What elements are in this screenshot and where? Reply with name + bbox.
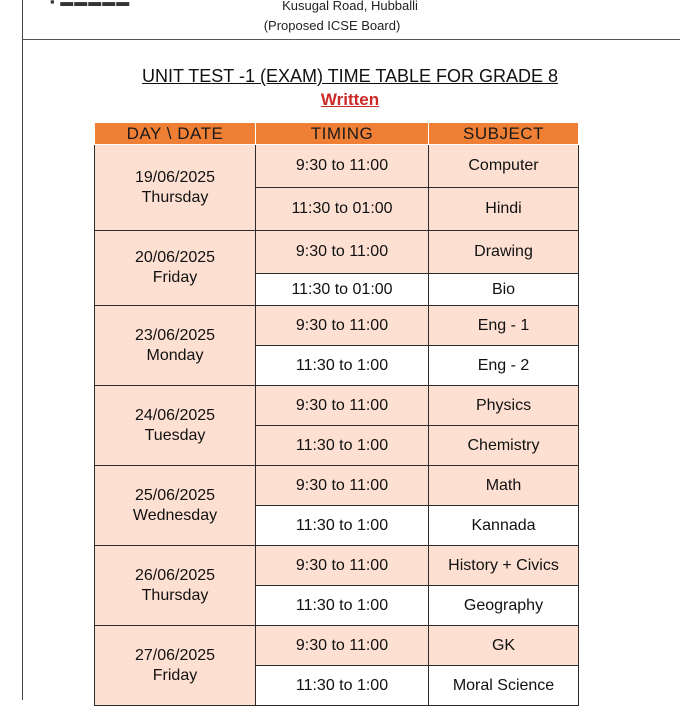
subject-cell: Eng - 1 [429,306,579,346]
page-subtitle: Written [320,90,380,109]
subject-cell: Moral Science [429,666,579,706]
subject-cell: Eng - 2 [429,346,579,386]
table-row [95,145,579,188]
timing-cell: 11:30 to 01:00 [256,188,429,231]
timing-cell: 9:30 to 11:00 [256,231,429,274]
day-cell [95,386,256,466]
timing-cell: 11:30 to 1:00 [256,426,429,466]
subject-cell: Geography [429,586,579,626]
table-row [95,626,579,666]
day-cell [95,466,256,546]
school-board: (Proposed ICSE Board) [263,18,401,33]
timing-cell: 9:30 to 11:00 [256,386,429,426]
table-row [95,231,579,274]
exam-date: 24/06/2025 [134,406,216,424]
day-cell [95,306,256,386]
table-row [95,306,579,346]
table-row [95,386,579,426]
timing-cell: 9:30 to 11:00 [256,626,429,666]
subject-cell: Drawing [429,231,579,274]
table-row [95,546,579,586]
column-header-day-date: DAY \ DATE [95,123,256,145]
subject-cell: Bio [429,274,579,306]
exam-weekday: Friday [152,666,198,684]
subject-cell: Physics [429,386,579,426]
subject-cell: History + Civics [429,546,579,586]
timing-cell: 11:30 to 1:00 [256,586,429,626]
exam-weekday: Friday [152,269,198,286]
column-header-timing: TIMING [256,123,429,145]
day-cell [95,626,256,706]
exam-weekday: Thursday [141,188,209,206]
timing-cell: 11:30 to 1:00 [256,346,429,386]
day-cell [95,546,256,626]
timing-cell: 9:30 to 11:00 [256,145,429,188]
exam-weekday: Wednesday [132,506,218,524]
subject-cell: Chemistry [429,426,579,466]
timetable [94,122,579,706]
subject-cell: Computer [429,145,579,188]
subject-cell: Hindi [429,188,579,231]
exam-date: 20/06/2025 [134,249,216,266]
exam-date: 23/06/2025 [134,326,216,344]
exam-date: 25/06/2025 [134,486,216,504]
timetable-header-row [95,123,579,145]
timing-cell: 9:30 to 11:00 [256,546,429,586]
exam-date: 26/06/2025 [134,566,216,584]
timing-cell: 11:30 to 1:00 [256,506,429,546]
exam-date: 27/06/2025 [134,646,216,664]
subject-cell: GK [429,626,579,666]
exam-weekday: Thursday [141,586,209,604]
timing-cell: 11:30 to 1:00 [256,666,429,706]
timing-cell: 9:30 to 11:00 [256,306,429,346]
day-cell [95,145,256,231]
school-logo-fragment: ▪ ▬▬▬▬▬ [50,0,131,9]
school-address: Kusugal Road, Hubballi [282,0,418,13]
page-title: UNIT TEST -1 (EXAM) TIME TABLE FOR GRADE 8 [141,66,559,86]
header-divider [22,39,680,40]
subject-cell: Kannada [429,506,579,546]
subject-cell: Math [429,466,579,506]
timing-cell: 11:30 to 01:00 [256,274,429,306]
exam-date: 19/06/2025 [134,168,216,186]
day-cell [95,231,256,306]
timing-cell: 9:30 to 11:00 [256,466,429,506]
exam-weekday: Monday [146,346,204,364]
exam-weekday: Tuesday [144,426,206,444]
column-header-subject: SUBJECT [429,123,579,145]
table-row [95,466,579,506]
